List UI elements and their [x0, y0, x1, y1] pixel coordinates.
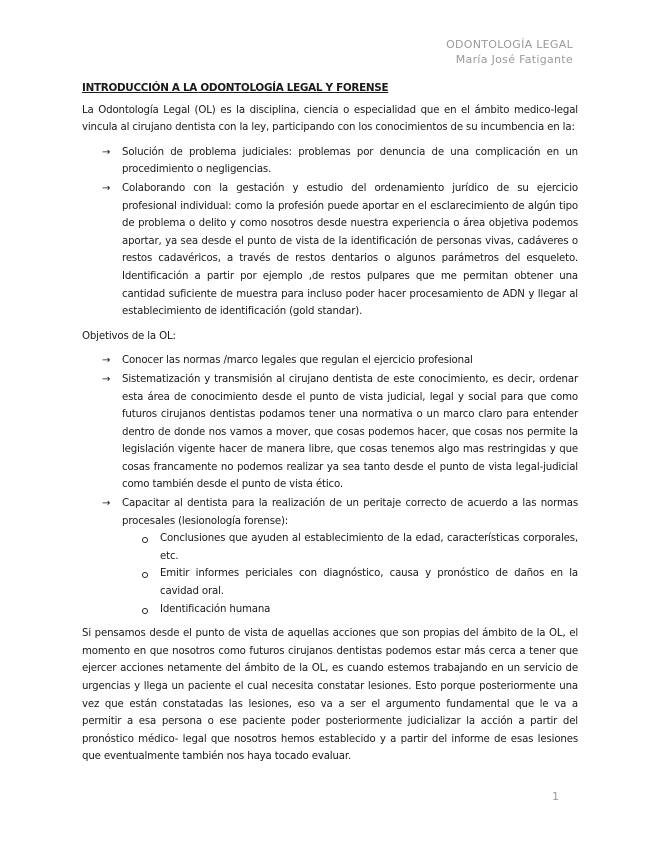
- arrow-right-icon: →: [102, 373, 111, 385]
- list-item: [102, 180, 578, 321]
- intro-list: [82, 144, 578, 321]
- sub-list-item: [160, 530, 578, 565]
- objectives-list: [82, 352, 578, 618]
- sub-list-item-text: Conclusiones que ayuden al establecimiento de la edad, características corporales, etc.: [160, 533, 578, 562]
- hollow-circle-icon: [142, 608, 148, 614]
- hollow-circle-icon: [142, 572, 148, 578]
- list-item-text: Solución de problema judiciales: problemas por denuncia de una complicación en un procedimiento o negligencias.: [122, 146, 578, 176]
- arrow-right-icon: →: [102, 146, 111, 158]
- sub-list-item: [160, 565, 578, 600]
- document-title: INTRODUCCIÓN A LA ODONTOLOGÍA LEGAL Y FORENSE: [82, 82, 389, 94]
- closing-paragraph: Si pensamos desde el punto de vista de aquellas acciones que son propias del ámbito de la OL, el momento en que nosotros como futuros cirujanos dentistas podemos estar más cerca a tener que ejercer acciones netamente del ámbito de la OL, es cuando estemos trabajando en un servicio de urgencias y llega un paciente el cual necesita constatar lesiones. Esto porque posteriormente una vez que están constatadas las lesiones, eso va a ser el argumento fundamental que le va a permitir a esa persona o ese paciente poder posteriormente judicializar la acción a partir del pronóstico médico- legal que nosotros hemos establecido y a partir del informe de esas lesiones que eventualmente también nos haya tocado evaluar.: [82, 628, 578, 763]
- sub-list-item: [160, 601, 578, 619]
- sub-list-item-text: Emitir informes periciales con diagnóstico, causa y pronóstico de daños en la cavidad oral.: [160, 568, 578, 598]
- list-item-text: Sistematización y transmisión al cirujano dentista de este conocimiento, es decir, ordenar esta área de conocimiento desde el punto de vista judicial, legal y social para que como futuros cirujanos dentistas podamos tener una normativa o un marco claro para entender dentro de donde nos vamos a mover, que cosas podemos hacer, que cosas nos permite la legislación vigente hacer de manera libre, que cosas tenemos algo mas restringidas y que cosas francamente no podemos realizar ya sea tanto desde el punto de vista legal-judicial como también desde el punto de vista ético.: [122, 373, 578, 491]
- list-item: [102, 371, 578, 494]
- sub-objectives-list: [122, 530, 578, 618]
- objectives-heading: Objetivos de la OL:: [82, 330, 176, 342]
- list-item-text: Conocer las normas /marco legales que regulan el ejercicio profesional: [122, 355, 473, 367]
- arrow-right-icon: →: [102, 355, 111, 367]
- list-item-text: Colaborando con la gestación y estudio del ordenamiento jurídico de su ejercicio profesional individual: como la profesión puede aportar en el esclarecimiento de algún tipo de problema o delito y como nosotros desde nuestra experiencia o área objetiva podemos aportar, ya sea desde el punto de vista de la identificación de personas vivas, cadáveres o restos cadavéricos, a través de restos dentarios o algunos parámetros del esqueleto. Identificación a partir por ejemplo ,de restos pulpares que me permitan obtener una cantidad suficiente de muestra para incluso poder hacer procesamiento de ADN y llegar al establecimiento de identificación (gold standar).: [122, 182, 578, 318]
- list-item: [102, 144, 578, 179]
- arrow-right-icon: →: [102, 182, 111, 194]
- header-author: María José Fatigante: [455, 53, 573, 66]
- sub-list-item-text: Identificación humana: [160, 603, 271, 615]
- hollow-circle-icon: [142, 537, 148, 543]
- list-item: [102, 495, 578, 618]
- intro-paragraph: La Odontología Legal (OL) es la disciplina, ciencia o especialidad que en el ámbito medico-legal vincula al cirujano dentista con la ley, participando con los conocimientos de su incumbencia en la:: [82, 104, 578, 134]
- page-number: 1: [552, 790, 559, 803]
- arrow-right-icon: →: [102, 498, 111, 510]
- document-body: [82, 80, 578, 773]
- header-course-title: ODONTOLOGÍA LEGAL: [446, 38, 573, 51]
- list-item: [102, 352, 578, 370]
- list-item-text: Capacitar al dentista para la realización de un peritaje correcto de acuerdo a las normas procesales (lesionología forense):: [122, 498, 578, 527]
- page-header: [446, 37, 573, 67]
